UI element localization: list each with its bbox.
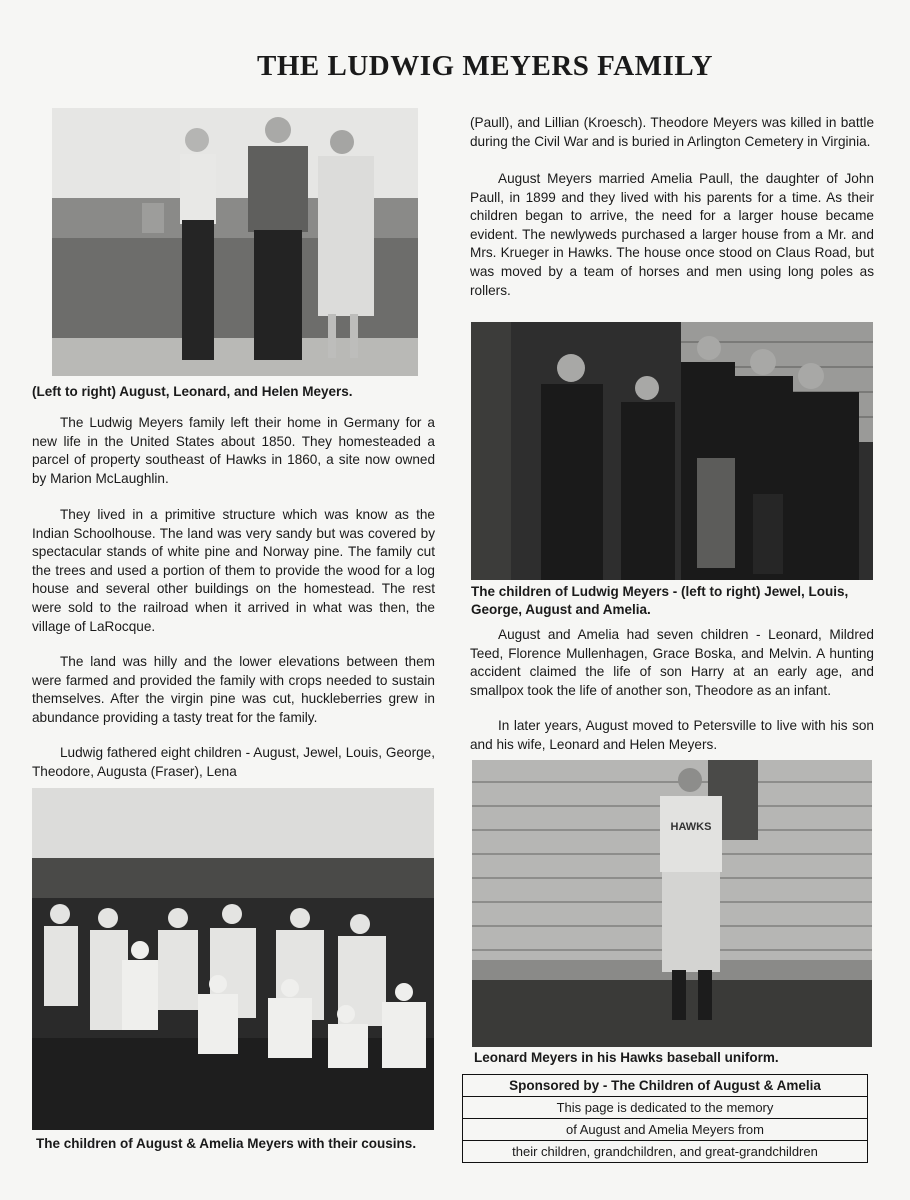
sponsor-box — [462, 1074, 868, 1163]
dedication-line: of August and Amelia Meyers from — [463, 1119, 868, 1141]
dedication-line: This page is dedicated to the memory — [463, 1097, 868, 1119]
paragraph: In later years, August moved to Petersville to live with his son and his wife, Leonard and Helen Meyers. — [470, 718, 874, 752]
paragraph: The Ludwig Meyers family left their home in Germany for a new life in the United States about 1850. They homesteaded a parcel of property southeast of Hawks in 1860, a site now owned by Marion McLaughlin. — [32, 415, 435, 486]
photo-caption: The children of Ludwig Meyers - (left to right) Jewel, Louis, George, August and Amelia. — [471, 584, 849, 617]
photo-caption: (Left to right) August, Leonard, and Helen Meyers. — [32, 384, 353, 399]
photo-caption: The children of August & Amelia Meyers with their cousins. — [36, 1136, 417, 1151]
photo-august-leonard-helen — [52, 108, 418, 376]
photo-ludwig-children — [471, 322, 873, 580]
page-title: THE LUDWIG MEYERS FAMILY — [257, 50, 713, 82]
photo-leonard-baseball — [472, 760, 872, 1047]
paragraph: They lived in a primitive structure which was know as the Indian Schoolhouse. The land was very sandy but was covered by spectacular stands of white pine and Norway pine. The family cut the trees and used a portion of them to provide the wood for a log house and several other buildings on the homestead. The rest were sold to the railroad when it arrived in what was then, the village of LaRocque. — [32, 507, 435, 634]
dedication-line: their children, grandchildren, and great-grandchildren — [463, 1141, 868, 1163]
photo-caption: Leonard Meyers in his Hawks baseball uniform. — [474, 1050, 779, 1065]
photo-august-amelia-children — [32, 788, 434, 1130]
paragraph: (Paull), and Lillian (Kroesch). Theodore Meyers was killed in battle during the Civil War and is buried in Arlington Cemetery in Virginia. — [470, 115, 874, 149]
sponsor-heading: Sponsored by - The Children of August & Amelia — [463, 1075, 868, 1097]
paragraph: August Meyers married Amelia Paull, the daughter of John Paull, in 1899 and they lived with his parents for a time. As their children began to arrive, the need for a larger house became evident. The newlyweds purchased a larger house from a Mr. and Mrs. Krueger in Hawks. The house once stood on Claus Road, but was moved by a team of horses and men using long poles as rollers. — [470, 171, 874, 298]
paragraph: Ludwig fathered eight children - August, Jewel, Louis, George, Theodore, Augusta (Fraser), Lena — [32, 745, 435, 779]
paragraph: The land was hilly and the lower elevations between them were farmed and provided the family with crops needed to sustain themselves. After the virgin pine was cut, huckleberries grew in abundance providing a tasty treat for the family. — [32, 654, 435, 725]
jersey-lettering: HAWKS — [670, 821, 712, 833]
paragraph: August and Amelia had seven children - Leonard, Mildred Teed, Florence Mullenhagen, Grace Boska, and Melvin. A hunting accident claimed the life of son Harry at an early age, and smallpox took the life of another son, Theodore as an infant. — [470, 627, 874, 698]
